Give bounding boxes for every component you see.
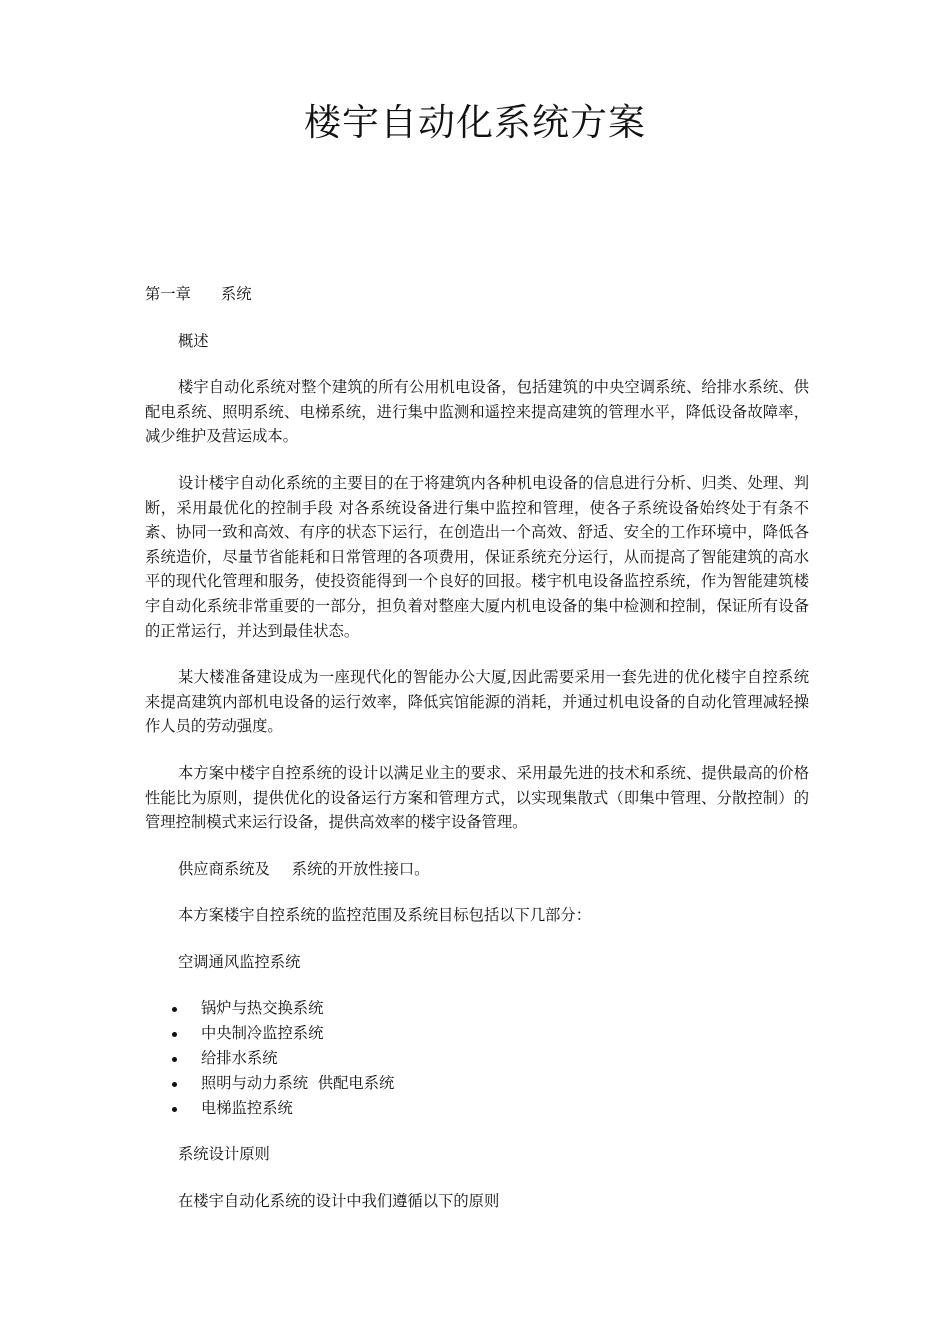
list-item-label: 照明与动力系统 供配电系统 [201, 1073, 395, 1092]
principles-intro: 在楼宇自动化系统的设计中我们遵循以下的原则 [178, 1192, 500, 1211]
bullet-icon [172, 1032, 177, 1037]
list-item [145, 996, 809, 1021]
section-overview-heading: 概述 [178, 331, 209, 350]
list-item [145, 1021, 809, 1046]
chapter-heading [145, 282, 809, 307]
chapter-name: 系统 [220, 285, 252, 303]
paragraph-design: 本方案中楼宇自控系统的设计以满足业主的要求、采用最先进的技术和系统、提供最高的价格性能比为原则，提供优化的设备运行方案和管理方式，以实现集散式（即集中管理、分散控制）的管理控制模式来运行设备，提供高效率的楼宇设备管理。 [145, 763, 809, 832]
chapter-number: 第一章 [145, 285, 191, 303]
bullet-icon [172, 1007, 177, 1012]
bullet-icon [172, 1057, 177, 1062]
paragraph-purpose: 设计楼宇自动化系统的主要目的在于将建筑内各种机电设备的信息进行分析、归类、处理、判断，采用最优化的控制手段 对各系统设备进行集中监控和管理，使各子系统设备始终处于有条不紊、协同一致和高效、有序的状态下运行，在创造出一个高效、舒适、安全的工作环境中，降低各系统造价，尽量节省能耗和日常管理的各项费用，保证系统充分运行，从而提高了智能建筑的高水平的现代化管理和服务，使投资能得到一个良好的回报。楼宇机电设备监控系统，作为智能建筑楼宇自动化系统非常重要的一部分，担负着对整座大厦内机电设备的集中检测和控制，保证所有设备的正常运行，并达到最佳状态。 [145, 473, 809, 640]
scope-intro: 本方案楼宇自控系统的监控范围及系统目标包括以下几部分： [178, 906, 592, 925]
list-item [145, 1046, 809, 1071]
interface-line-before: 供应商系统及 [178, 859, 270, 878]
paragraph-intro: 楼宇自动化系统对整个建筑的所有公用机电设备，包括建筑的中央空调系统、给排水系统、供配电系统、照明系统、电梯系统，进行集中监测和遥控来提高建筑的管理水平，降低设备故障率，减少维护及营运成本。 [145, 378, 809, 446]
bullet-icon [172, 1107, 177, 1112]
paragraph-building: 某大楼准备建设成为一座现代化的智能办公大厦,因此需要采用一套先进的优化楼宇自控系统来提高建筑内部机电设备的运行效率，降低宾馆能源的消耗，并通过机电设备的自动化管理减轻操作人员的劳动强度。 [145, 668, 809, 736]
list-item [145, 1071, 809, 1096]
document-title: 楼宇自动化系统方案 [304, 101, 646, 144]
list-item-label: 给排水系统 [201, 1049, 278, 1068]
list-item-label: 电梯监控系统 [201, 1098, 293, 1117]
interface-line-after: 系统的开放性接口。 [291, 859, 430, 878]
principles-heading: 系统设计原则 [178, 1145, 270, 1164]
interface-line [145, 857, 809, 882]
document-body [145, 282, 809, 1214]
list-item-label: 锅炉与热交换系统 [201, 999, 324, 1018]
list-item [145, 1096, 809, 1121]
bullet-icon [172, 1082, 177, 1087]
list-item-label: 中央制冷监控系统 [201, 1024, 324, 1043]
subsystem-list [145, 996, 809, 1120]
hvac-heading: 空调通风监控系统 [178, 952, 301, 971]
